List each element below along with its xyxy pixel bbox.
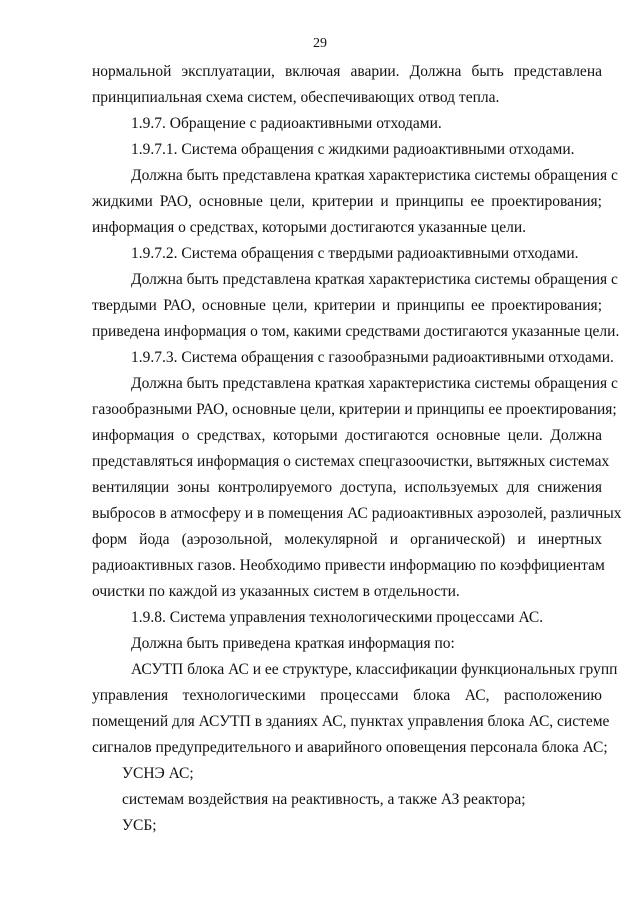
page-number: 29 [313,36,327,51]
subsection-heading: 1.9.7.3. Система обращения с газообразными радиоактивными отходами. [131,349,614,366]
text-line: газообразными РАО, основные цели, критерии и принципы ее проектирования; [92,401,617,418]
text-line: АСУТП блока АС и ее структуре, классификации функциональных групп [131,661,618,678]
text-line: очистки по каждой из указанных систем в отдельности. [92,583,460,600]
text-line: информация о средствах, которыми достигаются основные цели. Должна [92,427,602,444]
text-line: выбросов в атмосферу и в помещения АС радиоактивных аэрозолей, различных [92,505,622,522]
section-heading: 1.9.7. Обращение с радиоактивными отходами. [131,115,442,132]
text-line: твердыми РАО, основные цели, критерии и принципы ее проектирования; [92,297,602,314]
subsection-heading: 1.9.7.2. Система обращения с твердыми радиоактивными отходами. [131,245,579,262]
text-line: Должна быть приведена краткая информация по: [131,635,455,652]
subsection-heading: 1.9.7.1. Система обращения с жидкими радиоактивными отходами. [131,141,575,158]
list-item: УСБ; [122,817,157,834]
text-line: представляться информация о системах спецгазоочистки, вытяжных системах [92,453,610,470]
text-line: вентиляции зоны контролируемого доступа, используемых для снижения [92,479,602,496]
section-heading: 1.9.8. Система управления технологическими процессами АС. [131,609,544,626]
text-line: Должна быть представлена краткая характеристика системы обращения с [131,375,618,392]
text-line: информация о средствах, которыми достигаются указанные цели. [92,219,526,236]
text-line: помещений для АСУТП в зданиях АС, пунктах управления блока АС, системе [92,713,610,730]
list-item: системам воздействия на реактивность, а также АЗ реактора; [122,791,526,808]
text-line: Должна быть представлена краткая характеристика системы обращения с [131,167,618,184]
text-line: принципиальная схема систем, обеспечивающих отвод тепла. [92,89,500,106]
text-line: жидкими РАО, основные цели, критерии и принципы ее проектирования; [92,193,602,210]
text-line: Должна быть представлена краткая характеристика системы обращения с [131,271,618,288]
text-line: сигналов предупредительного и аварийного оповещения персонала блока АС; [92,739,608,756]
text-line: радиоактивных газов. Необходимо привести информацию по коэффициентам [92,557,605,574]
list-item: УСНЭ АС; [122,765,194,782]
text-line: управления технологическими процессами блока АС, расположению [92,687,602,704]
text-line: приведена информация о том, какими средствами достигаются указанные цели. [92,323,620,340]
text-line: форм йода (аэрозольной, молекулярной и органической) и инертных [92,531,602,548]
text-line: нормальной эксплуатации, включая аварии. Должна быть представлена [92,63,602,80]
